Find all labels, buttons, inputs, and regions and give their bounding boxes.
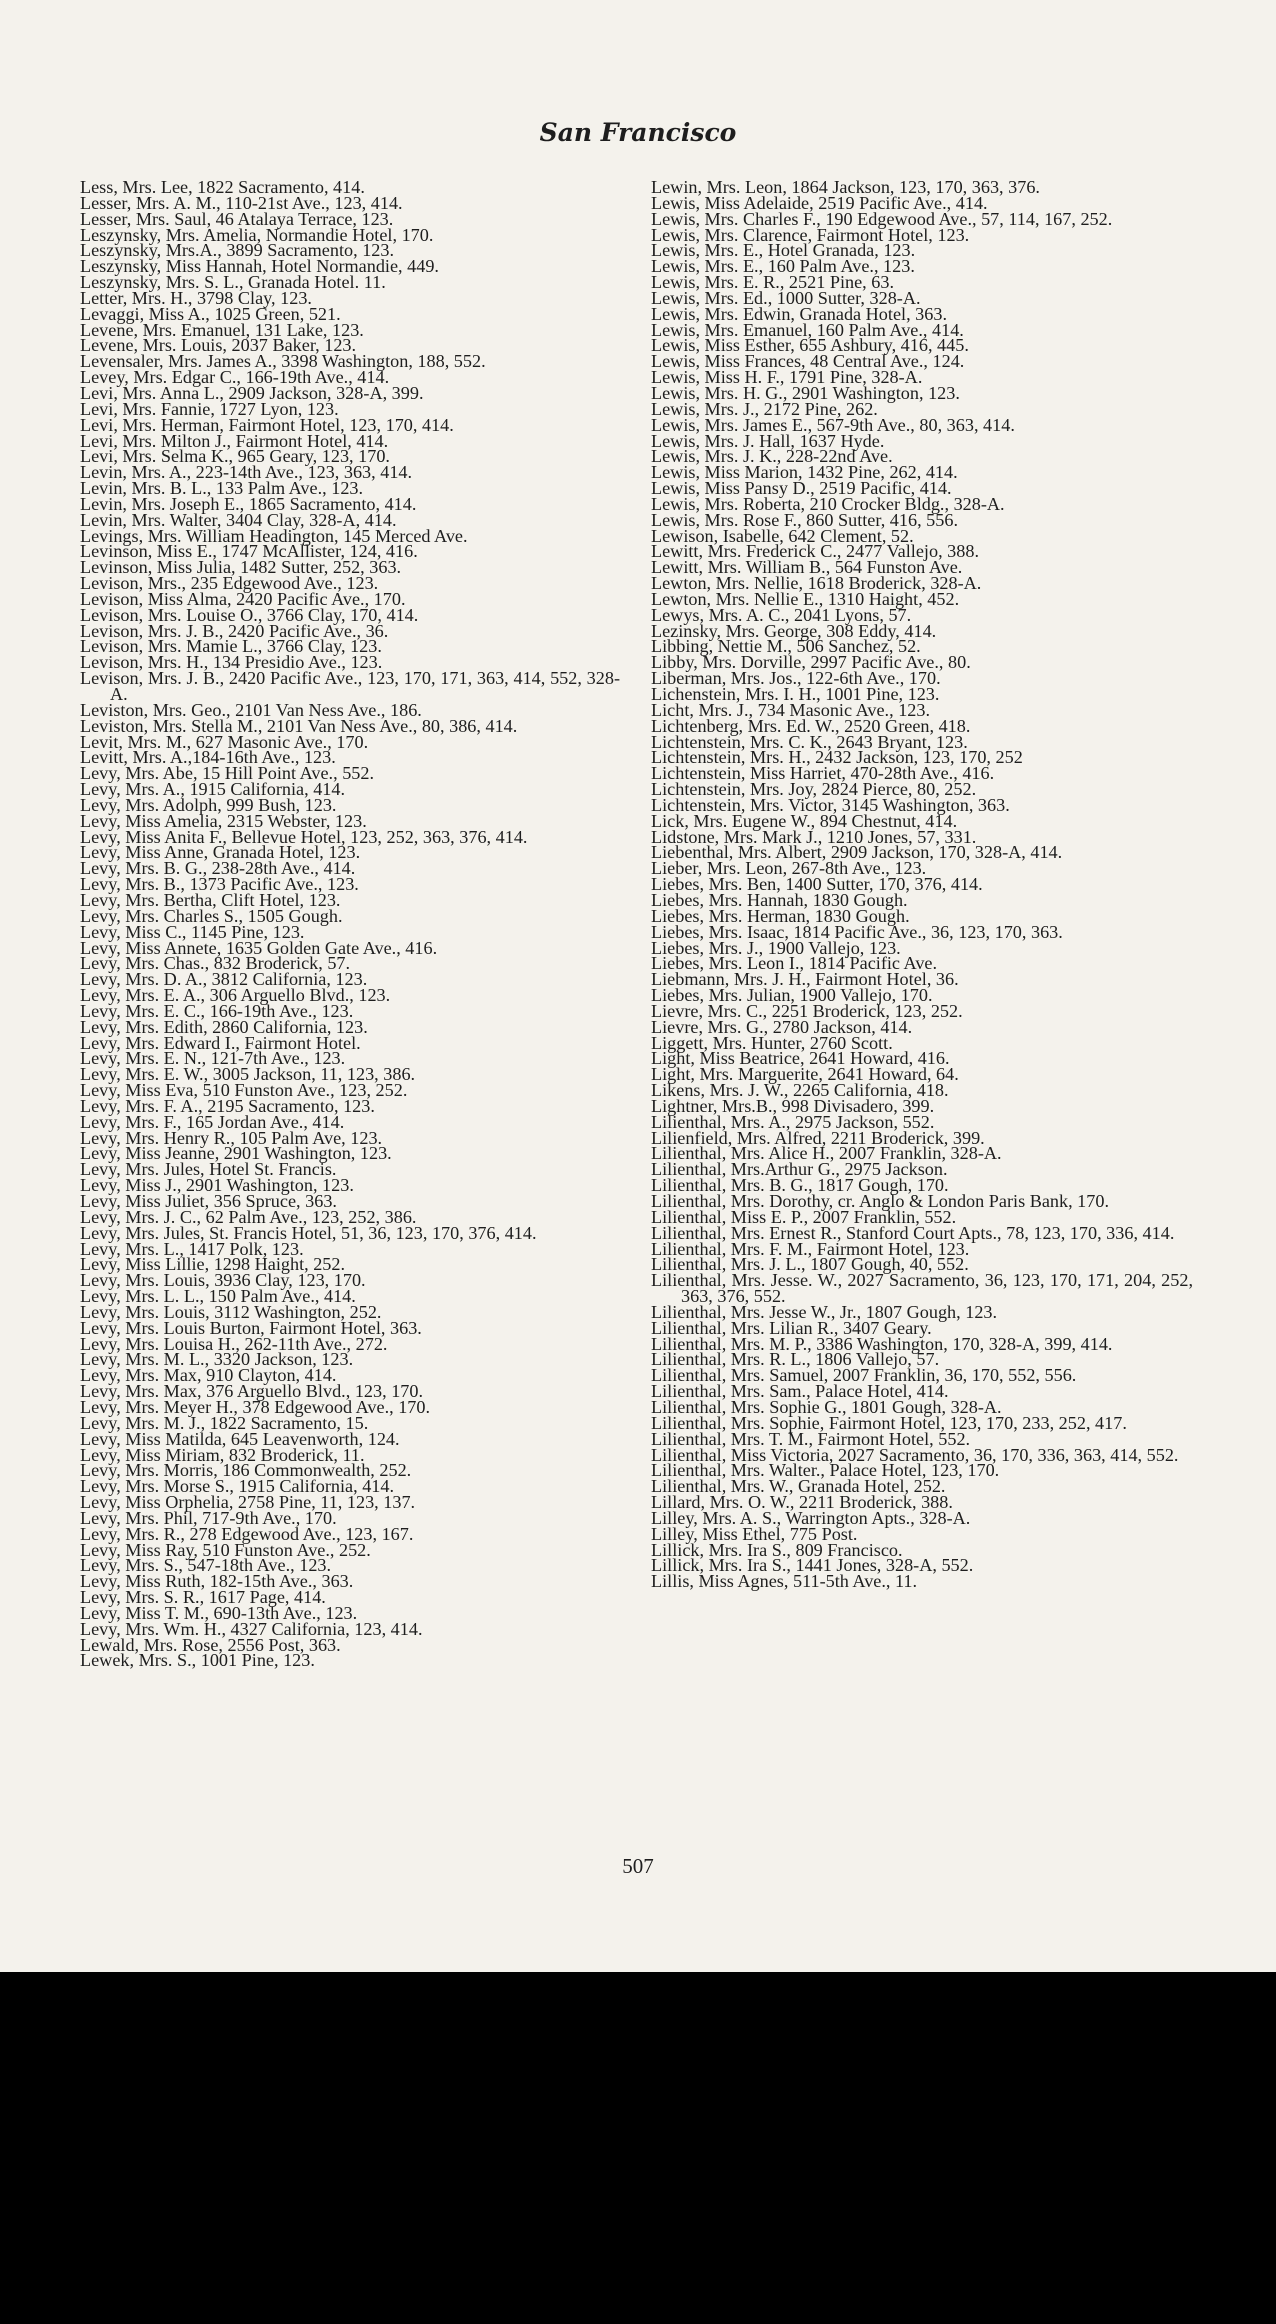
directory-entry: Levison, Mrs. Mamie L., 3766 Clay, 123. xyxy=(80,636,382,657)
directory-entry: Levy, Miss Jeanne, 2901 Washington, 123. xyxy=(80,1143,392,1164)
directory-entry: Levy, Miss T. M., 690-13th Ave., 123. xyxy=(80,1602,358,1623)
directory-entry: Levaggi, Miss A., 1025 Green, 521. xyxy=(80,303,341,324)
directory-entry: Lilienthal, Mrs. M. P., 3386 Washington, 170, 328-A, 399, 414. xyxy=(651,1333,1113,1354)
directory-entry: Lilienthal, Mrs. Ernest R., Stanford Court Apts., 78, 123, 170, 336, 414. xyxy=(651,1222,1175,1243)
directory-entry: Lewis, Mrs. J. K., 228-22nd Ave. xyxy=(651,446,893,467)
directory-entry: Levitt, Mrs. A.,184-16th Ave., 123. xyxy=(80,747,336,768)
directory-entry: Levy, Miss Eva, 510 Funston Ave., 123, 252. xyxy=(80,1080,408,1101)
directory-entry: Lillick, Mrs. Ira S., 809 Francisco. xyxy=(651,1539,903,1560)
directory-entry: Levy, Miss Miriam, 832 Broderick, 11. xyxy=(80,1444,365,1465)
directory-entry: Lewis, Miss H. F., 1791 Pine, 328-A. xyxy=(651,367,923,388)
directory-entry: Lewis, Mrs. J. Hall, 1637 Hyde. xyxy=(651,430,885,451)
directory-entry: Lewitt, Mrs. William B., 564 Funston Ave. xyxy=(651,557,963,578)
directory-entry: Levison, Mrs., 235 Edgewood Ave., 123. xyxy=(80,573,379,594)
directory-entry: Levi, Mrs. Anna L., 2909 Jackson, 328-A, 399. xyxy=(80,382,424,403)
directory-entry: Lilley, Mrs. A. S., Warrington Apts., 328-A. xyxy=(651,1507,971,1528)
directory-entry: Levy, Mrs. J. C., 62 Palm Ave., 123, 252, 386. xyxy=(80,1206,417,1227)
directory-entry: Lichtenstein, Mrs. H., 2432 Jackson, 123, 170, 252 xyxy=(651,747,1023,768)
left-column xyxy=(80,177,620,1671)
page-number: 507 xyxy=(622,1854,654,1878)
directory-entry: Levi, Mrs. Herman, Fairmont Hotel, 123, 170, 414. xyxy=(80,414,454,435)
directory-entry: Levy, Miss C., 1145 Pine, 123. xyxy=(80,921,305,942)
directory-entry: Levy, Miss Matilda, 645 Leavenworth, 124. xyxy=(80,1428,400,1449)
directory-entry: Lewton, Mrs. Nellie, 1618 Broderick, 328-A. xyxy=(651,573,982,594)
directory-entry: Liebes, Mrs. Isaac, 1814 Pacific Ave., 36, 123, 170, 363. xyxy=(651,921,1063,942)
directory-entry: Levy, Mrs. Charles S., 1505 Gough. xyxy=(80,905,343,926)
directory-entry: Levy, Mrs. Morris, 186 Commonwealth, 252. xyxy=(80,1460,412,1481)
directory-entry: Lilienthal, Mrs. J. L., 1807 Gough, 40, 552. xyxy=(651,1254,969,1275)
directory-entry: Levy, Mrs. Meyer H., 378 Edgewood Ave., 170. xyxy=(80,1396,431,1417)
directory-entry: Levy, Mrs. Edith, 2860 California, 123. xyxy=(80,1016,368,1037)
directory-entry: Levy, Mrs. E. C., 166-19th Ave., 123. xyxy=(80,1000,354,1021)
directory-entry: Levensaler, Mrs. James A., 3398 Washington, 188, 552. xyxy=(80,351,486,372)
directory-entry: Lilienthal, Mrs. Jesse W., Jr., 1807 Gough, 123. xyxy=(651,1301,998,1322)
directory-entry: Lewis, Mrs. E. R., 2521 Pine, 63. xyxy=(651,272,895,293)
directory-entry: Lilienthal, Mrs. F. M., Fairmont Hotel, 123. xyxy=(651,1238,970,1259)
directory-entry: Levy, Miss Amelia, 2315 Webster, 123. xyxy=(80,810,367,831)
directory-entry: Lewis, Mrs. Roberta, 210 Crocker Bldg., 328-A. xyxy=(651,493,1005,514)
directory-entry: Lewis, Mrs. Edwin, Granada Hotel, 363. xyxy=(651,303,947,324)
directory-entry: Liebmann, Mrs. J. H., Fairmont Hotel, 36. xyxy=(651,969,959,990)
directory-entry: Levy, Mrs. F., 165 Jordan Ave., 414. xyxy=(80,1111,345,1132)
directory-entry: Lillis, Miss Agnes, 511-5th Ave., 11. xyxy=(651,1571,918,1592)
directory-entry: Lightner, Mrs.B., 998 Divisadero, 399. xyxy=(651,1095,935,1116)
directory-entry: Lilienthal, Mrs. Dorothy, cr. Anglo & London Paris Bank, 170. xyxy=(651,1191,1110,1211)
directory-entry: Liebes, Mrs. J., 1900 Vallejo, 123. xyxy=(651,937,901,958)
directory-entry: Levin, Mrs. Joseph E., 1865 Sacramento, 414. xyxy=(80,493,417,514)
directory-entry: Lewis, Miss Adelaide, 2519 Pacific Ave., 414. xyxy=(651,192,988,213)
directory-entry: Levison, Mrs. Louise O., 3766 Clay, 170, 414. xyxy=(80,604,419,625)
directory-entry: Lilienthal, Mrs. A., 2975 Jackson, 552. xyxy=(651,1111,935,1132)
directory-entry: Levy, Miss Anita F., Bellevue Hotel, 123, 252, 363, 376, 414. xyxy=(80,826,528,847)
directory-entry: Levin, Mrs. A., 223-14th Ave., 123, 363, 414. xyxy=(80,462,413,483)
directory-entry: Lilienthal, Mrs. Sophie, Fairmont Hotel, 123, 170, 233, 252, 417. xyxy=(651,1412,1127,1433)
directory-entry: Levy, Mrs. B. G., 238-28th Ave., 414. xyxy=(80,858,356,879)
directory-entry: Lichtenstein, Miss Harriet, 470-28th Ave., 416. xyxy=(651,763,995,784)
directory-entry: Levy, Mrs. Louis, 3112 Washington, 252. xyxy=(80,1301,382,1322)
directory-entry: Levy, Mrs. Wm. H., 4327 California, 123, 414. xyxy=(80,1618,423,1639)
directory-entry: Levy, Miss Ray, 510 Funston Ave., 252. xyxy=(80,1539,371,1560)
directory-entry: Lewys, Mrs. A. C., 2041 Lyons, 57. xyxy=(651,604,912,625)
directory-entry: Levy, Mrs. M. L., 3320 Jackson, 123. xyxy=(80,1349,354,1370)
directory-entry: Levison, Mrs. H., 134 Presidio Ave., 123. xyxy=(80,652,383,673)
directory-entry: Levy, Mrs. Morse S., 1915 California, 414. xyxy=(80,1476,395,1497)
directory-entry: Leszynsky, Mrs. Amelia, Normandie Hotel, 170. xyxy=(80,224,434,245)
directory-entry: Lewis, Mrs. Ed., 1000 Sutter, 328-A. xyxy=(651,287,921,308)
directory-entry: Light, Mrs. Marguerite, 2641 Howard, 64. xyxy=(651,1064,959,1085)
directory-entry: Licht, Mrs. J., 734 Masonic Ave., 123. xyxy=(651,699,931,720)
directory-entry: Less, Mrs. Lee, 1822 Sacramento, 414. xyxy=(80,177,365,197)
directory-entry: Lichtenstein, Mrs. Victor, 3145 Washington, 363. xyxy=(651,794,1010,815)
directory-entry: Levy, Miss Ruth, 182-15th Ave., 363. xyxy=(80,1571,354,1592)
directory-entry: Liebes, Mrs. Ben, 1400 Sutter, 170, 376, 414. xyxy=(651,874,983,895)
directory-entry: Levy, Mrs. A., 1915 California, 414. xyxy=(80,779,346,800)
directory-entry: Lewis, Mrs. James E., 567-9th Ave., 80, 363, 414. xyxy=(651,414,1015,435)
directory-entry: Lewis, Mrs. H. G., 2901 Washington, 123. xyxy=(651,382,960,403)
directory-entry: Levison, Miss Alma, 2420 Pacific Ave., 170. xyxy=(80,588,406,609)
directory-entry: Levy, Miss Orphelia, 2758 Pine, 11, 123, 137. xyxy=(80,1492,416,1513)
directory-entry: Lilienthal, Miss E. P., 2007 Franklin, 552. xyxy=(651,1206,957,1227)
directory-entry: Levy, Mrs. S., 547-18th Ave., 123. xyxy=(80,1555,332,1576)
directory-entry: Lilienthal, Mrs. Lilian R., 3407 Geary. xyxy=(651,1317,932,1338)
directory-entry: Levy, Mrs. Bertha, Clift Hotel, 123. xyxy=(80,889,341,910)
directory-entry: Levy, Mrs. E. A., 306 Arguello Blvd., 123. xyxy=(80,985,391,1006)
directory-entry: Liberman, Mrs. Jos., 122-6th Ave., 170. xyxy=(651,668,941,689)
directory-entry: Lewek, Mrs. S., 1001 Pine, 123. xyxy=(80,1650,315,1671)
directory-entry: Levy, Mrs. Edward I., Fairmont Hotel. xyxy=(80,1032,361,1053)
directory-entry: Lilienthal, Mrs. Sam., Palace Hotel, 414. xyxy=(651,1381,949,1402)
directory-entry: Levy, Mrs. B., 1373 Pacific Ave., 123. xyxy=(80,874,359,895)
directory-entry: Levy, Mrs. D. A., 3812 California, 123. xyxy=(80,969,368,990)
directory-entry: Levit, Mrs. M., 627 Masonic Ave., 170. xyxy=(80,731,369,752)
directory-entry: Lilienthal, Mrs. Jesse. W., 2027 Sacramento, 36, 123, 170, 171, 204, 252, 363, 376, 552. xyxy=(651,1270,1193,1307)
directory-entry: Levison, Mrs. J. B., 2420 Pacific Ave., 123, 170, 171, 363, 414, 552, 328-A. xyxy=(80,668,620,704)
directory-entry: Liebes, Mrs. Hannah, 1830 Gough. xyxy=(651,889,908,910)
directory-entry: Levison, Mrs. J. B., 2420 Pacific Ave., 36. xyxy=(80,620,389,641)
directory-entry: Likens, Mrs. J. W., 2265 California, 418. xyxy=(651,1080,949,1101)
directory-entry: Levinson, Miss Julia, 1482 Sutter, 252, 363. xyxy=(80,557,402,578)
directory-entry: Lewis, Miss Esther, 655 Ashbury, 416, 445. xyxy=(651,335,969,356)
directory-entry: Liebes, Mrs. Herman, 1830 Gough. xyxy=(651,905,910,926)
directory-entry: Levy, Mrs. L. L., 150 Palm Ave., 414. xyxy=(80,1286,356,1307)
directory-entry: Lilienthal, Mrs. T. M., Fairmont Hotel, 552. xyxy=(651,1428,971,1449)
directory-entry: Levy, Miss Lillie, 1298 Haight, 252. xyxy=(80,1254,346,1275)
directory-entry: Levene, Mrs. Louis, 2037 Baker, 123. xyxy=(80,335,357,356)
directory-entry: Lewald, Mrs. Rose, 2556 Post, 363. xyxy=(80,1634,341,1655)
directory-entry: Lilley, Miss Ethel, 775 Post. xyxy=(651,1523,858,1544)
directory-entry: Lilienthal, Mrs. R. L., 1806 Vallejo, 57. xyxy=(651,1349,940,1370)
directory-entry: Leszynsky, Mrs.A., 3899 Sacramento, 123. xyxy=(80,240,395,261)
directory-entry: Lewis, Miss Marion, 1432 Pine, 262, 414. xyxy=(651,462,958,483)
directory-entry: Lillard, Mrs. O. W., 2211 Broderick, 388. xyxy=(651,1492,953,1513)
directory-entry: Lichtenstein, Mrs. Joy, 2824 Pierce, 80, 252. xyxy=(651,779,977,800)
directory-entry: Lichenstein, Mrs. I. H., 1001 Pine, 123. xyxy=(651,684,940,704)
directory-entry: Light, Miss Beatrice, 2641 Howard, 416. xyxy=(651,1048,950,1069)
directory-entry: Lewis, Mrs. J., 2172 Pine, 262. xyxy=(651,398,878,419)
directory-entry: Levy, Mrs. Jules, St. Francis Hotel, 51, 36, 123, 170, 376, 414. xyxy=(80,1222,537,1243)
right-column xyxy=(651,177,1193,1592)
directory-entry: Levy, Mrs. Phil, 717-9th Ave., 170. xyxy=(80,1507,337,1528)
directory-entry: Lewin, Mrs. Leon, 1864 Jackson, 123, 170, 363, 376. xyxy=(651,177,1040,197)
directory-entry: Levey, Mrs. Edgar C., 166-19th Ave., 414. xyxy=(80,367,390,388)
directory-entry: Levy, Miss J., 2901 Washington, 123. xyxy=(80,1175,354,1196)
directory-entry: Lilienfield, Mrs. Alfred, 2211 Broderick, 399. xyxy=(651,1127,985,1148)
directory-entry: Lievre, Mrs. C., 2251 Broderick, 123, 252. xyxy=(651,1000,963,1021)
directory-entry: Levy, Mrs. Abe, 15 Hill Point Ave., 552. xyxy=(80,763,375,784)
page-heading: San Francisco xyxy=(539,118,737,147)
directory-entry: Levy, Mrs. Jules, Hotel St. Francis. xyxy=(80,1159,337,1180)
directory-entry: Levy, Mrs. Max, 376 Arguello Blvd., 123, 170. xyxy=(80,1381,424,1402)
directory-entry: Lilienthal, Mrs. B. G., 1817 Gough, 170. xyxy=(651,1175,949,1196)
directory-entry: Levy, Miss Annete, 1635 Golden Gate Ave., 416. xyxy=(80,937,438,958)
directory-entry: Lewis, Mrs. E., 160 Palm Ave., 123. xyxy=(651,256,915,277)
directory-entry: Lewis, Mrs. Charles F., 190 Edgewood Ave., 57, 114, 167, 252. xyxy=(651,208,1113,229)
directory-entry: Leszynsky, Mrs. S. L., Granada Hotel. 11. xyxy=(80,272,386,293)
directory-entry: Levy, Mrs. M. J., 1822 Sacramento, 15. xyxy=(80,1412,369,1433)
directory-entry: Levene, Mrs. Emanuel, 131 Lake, 123. xyxy=(80,319,364,340)
directory-entry: Levy, Mrs. S. R., 1617 Page, 414. xyxy=(80,1587,326,1608)
directory-entry: Lick, Mrs. Eugene W., 894 Chestnut, 414. xyxy=(651,810,958,831)
directory-entry: Levy, Mrs. Louisa H., 262-11th Ave., 272. xyxy=(80,1333,388,1354)
directory-entry: Levy, Mrs. Adolph, 999 Bush, 123. xyxy=(80,794,337,815)
directory-entry: Lewis, Mrs. Clarence, Fairmont Hotel, 123. xyxy=(651,224,970,245)
directory-entry: Liebes, Mrs. Julian, 1900 Vallejo, 170. xyxy=(651,985,933,1006)
directory-entry: Levi, Mrs. Fannie, 1727 Lyon, 123. xyxy=(80,398,339,419)
directory-entry: Lichtenstein, Mrs. C. K., 2643 Bryant, 123. xyxy=(651,731,968,752)
directory-entry: Lewis, Mrs. Rose F., 860 Sutter, 416, 556. xyxy=(651,509,959,530)
directory-entry: Levy, Mrs. Max, 910 Clayton, 414. xyxy=(80,1365,337,1386)
directory-entry: Lewton, Mrs. Nellie E., 1310 Haight, 452. xyxy=(651,588,960,609)
directory-entry: Leviston, Mrs. Stella M., 2101 Van Ness Ave., 80, 386, 414. xyxy=(80,715,518,736)
directory-entry: Levy, Miss Juliet, 356 Spruce, 363. xyxy=(80,1191,337,1211)
directory-entry: Lilienthal, Mrs.Arthur G., 2975 Jackson. xyxy=(651,1159,948,1180)
directory-entry: Lewis, Mrs. E., Hotel Granada, 123. xyxy=(651,240,916,261)
directory-entry: Lewison, Isabelle, 642 Clement, 52. xyxy=(651,525,914,546)
directory-entry: Lichtenberg, Mrs. Ed. W., 2520 Green, 418. xyxy=(651,715,971,736)
directory-entry: Lezinsky, Mrs. George, 308 Eddy, 414. xyxy=(651,620,937,641)
directory-entry: Lilienthal, Mrs. Sophie G., 1801 Gough, 328-A. xyxy=(651,1396,1002,1417)
directory-entry: Lidstone, Mrs. Mark J., 1210 Jones, 57, 331. xyxy=(651,826,977,847)
directory-entry: Levy, Mrs. Louis, 3936 Clay, 123, 170. xyxy=(80,1270,366,1291)
directory-entry: Leszynsky, Miss Hannah, Hotel Normandie, 449. xyxy=(80,256,439,277)
directory-entry: Lievre, Mrs. G., 2780 Jackson, 414. xyxy=(651,1016,913,1037)
directory-entry: Lieber, Mrs. Leon, 267-8th Ave., 123. xyxy=(651,858,927,879)
directory-entry: Levings, Mrs. William Headington, 145 Merced Ave. xyxy=(80,525,468,546)
directory-entry: Lilienthal, Mrs. Samuel, 2007 Franklin, 36, 170, 552, 556. xyxy=(651,1365,1077,1386)
directory-entry: Levy, Mrs. R., 278 Edgewood Ave., 123, 167. xyxy=(80,1523,414,1544)
directory-entry: Levy, Miss Anne, Granada Hotel, 123. xyxy=(80,842,361,863)
directory-entry: Lesser, Mrs. A. M., 110-21st Ave., 123, 414. xyxy=(80,192,403,213)
directory-entry: Lillick, Mrs. Ira S., 1441 Jones, 328-A, 552. xyxy=(651,1555,974,1576)
directory-entry: Levin, Mrs. B. L., 133 Palm Ave., 123. xyxy=(80,478,364,499)
directory-entry: Lesser, Mrs. Saul, 46 Atalaya Terrace, 123. xyxy=(80,208,394,229)
directory-entry: Levy, Mrs. Chas., 832 Broderick, 57. xyxy=(80,953,351,974)
directory-entry: Libby, Mrs. Dorville, 2997 Pacific Ave., 80. xyxy=(651,652,971,673)
directory-entry: Leviston, Mrs. Geo., 2101 Van Ness Ave., 186. xyxy=(80,699,422,720)
directory-entry: Levy, Mrs. L., 1417 Polk, 123. xyxy=(80,1238,304,1259)
directory-entry: Lilienthal, Miss Victoria, 2027 Sacramento, 36, 170, 336, 363, 414, 552. xyxy=(651,1444,1179,1465)
directory-entry: Liebes, Mrs. Leon I., 1814 Pacific Ave. xyxy=(651,953,938,974)
directory-entry: Levy, Mrs. Louis Burton, Fairmont Hotel, 363. xyxy=(80,1317,422,1338)
directory-entry: Levinson, Miss E., 1747 McAllister, 124, 416. xyxy=(80,541,418,562)
directory-entry: Levy, Mrs. Henry R., 105 Palm Ave, 123. xyxy=(80,1127,383,1148)
directory-entry: Letter, Mrs. H., 3798 Clay, 123. xyxy=(80,287,312,308)
directory-entry: Lewis, Miss Pansy D., 2519 Pacific, 414. xyxy=(651,478,952,499)
directory-entry: Lilienthal, Mrs. W., Granada Hotel, 252. xyxy=(651,1476,946,1497)
directory-entry: Levi, Mrs. Selma K., 965 Geary, 123, 170. xyxy=(80,446,390,467)
directory-entry: Lewitt, Mrs. Frederick C., 2477 Vallejo, 388. xyxy=(651,541,980,562)
directory-entry: Levy, Mrs. E. N., 121-7th Ave., 123. xyxy=(80,1048,346,1069)
directory-entry: Levi, Mrs. Milton J., Fairmont Hotel, 414. xyxy=(80,430,389,451)
directory-entry: Levy, Mrs. F. A., 2195 Sacramento, 123. xyxy=(80,1095,375,1116)
directory-entry: Liggett, Mrs. Hunter, 2760 Scott. xyxy=(651,1032,893,1053)
directory-entry: Lewis, Miss Frances, 48 Central Ave., 124. xyxy=(651,351,965,372)
directory-entry: Levy, Mrs. E. W., 3005 Jackson, 11, 123, 386. xyxy=(80,1064,416,1085)
directory-entry: Liebenthal, Mrs. Albert, 2909 Jackson, 170, 328-A, 414. xyxy=(651,842,1063,863)
directory-entry: Lewis, Mrs. Emanuel, 160 Palm Ave., 414. xyxy=(651,319,964,340)
directory-entry: Levin, Mrs. Walter, 3404 Clay, 328-A, 414. xyxy=(80,509,397,530)
directory-entry: Libbing, Nettie M., 506 Sanchez, 52. xyxy=(651,636,921,657)
directory-entry: Lilienthal, Mrs. Alice H., 2007 Franklin, 328-A. xyxy=(651,1143,1002,1164)
directory-entry: Lilienthal, Mrs. Walter., Palace Hotel, 123, 170. xyxy=(651,1460,1000,1481)
